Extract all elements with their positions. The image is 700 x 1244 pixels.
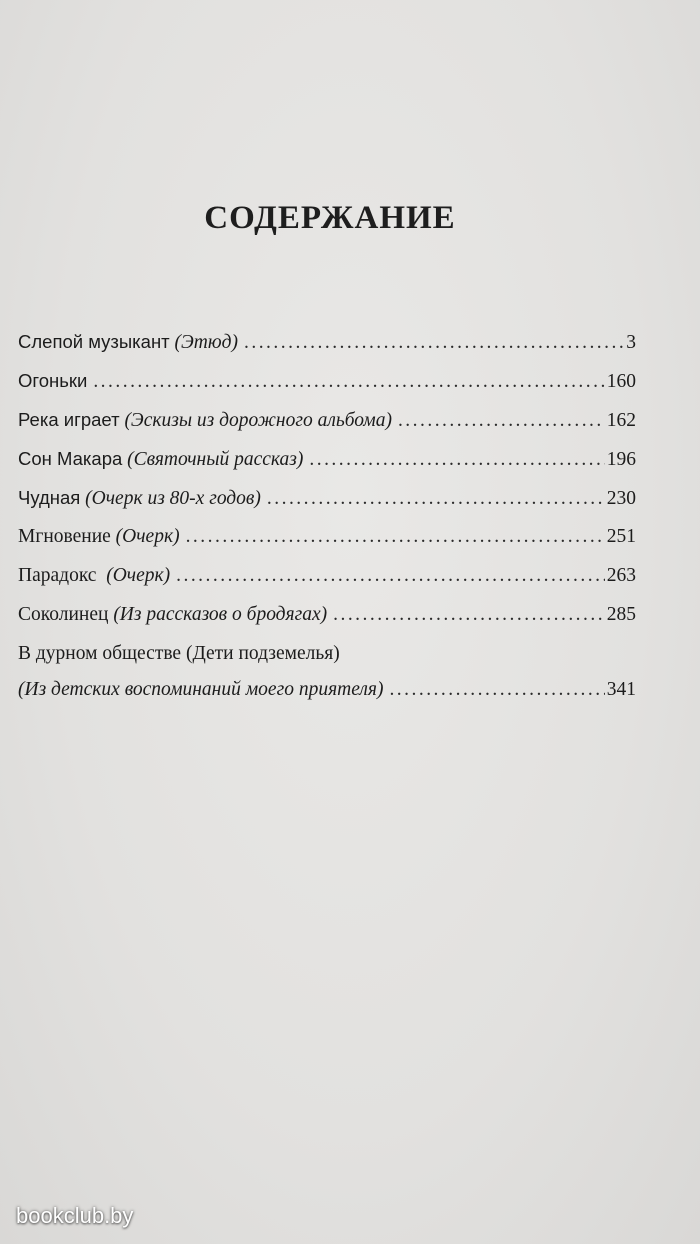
entry-subtitle: (Из рассказов о бродягах) — [113, 604, 328, 625]
leader-dots — [398, 410, 605, 432]
entry-title: Мгновение — [18, 526, 111, 547]
entry-subtitle: (Очерк) — [115, 526, 180, 547]
leader-dots — [244, 332, 624, 354]
entry-subtitle: (Святочный рассказ) — [127, 449, 304, 470]
entry-page-number: 285 — [606, 604, 636, 625]
toc-entry — [18, 526, 636, 565]
leader-dots — [93, 371, 604, 393]
toc-entry — [18, 487, 636, 526]
toc-entry — [18, 409, 636, 448]
table-of-contents — [18, 331, 636, 718]
entry-page-number: 196 — [606, 449, 636, 470]
toc-entry — [18, 448, 636, 487]
leader-dots — [309, 449, 604, 471]
leader-dots — [186, 526, 605, 548]
entry-title: В дурном обществе (Дети подземелья) — [18, 643, 340, 664]
toc-entry — [18, 370, 636, 409]
toc-entry — [18, 331, 636, 370]
entry-subtitle: (Очерк) — [106, 565, 171, 586]
entry-subtitle: (Из детских воспоминаний моего приятеля) — [18, 679, 384, 700]
entry-page-number: 230 — [606, 488, 636, 509]
leader-dots — [333, 604, 605, 626]
toc-entry — [18, 565, 636, 604]
entry-title: Парадокс — [18, 565, 97, 586]
entry-page-number: 263 — [606, 565, 636, 586]
page-title: СОДЕРЖАНИЕ — [204, 200, 456, 236]
entry-page-number: 341 — [606, 679, 636, 700]
leader-dots — [389, 679, 604, 701]
entry-title: Река играет — [18, 409, 120, 430]
toc-entry — [18, 679, 636, 718]
leader-dots — [176, 565, 605, 587]
entry-page-number: 160 — [606, 371, 636, 392]
entry-title: Слепой музыкант — [18, 331, 170, 352]
leader-dots — [267, 488, 605, 510]
entry-title: Чудная — [18, 487, 81, 508]
entry-subtitle: (Этюд) — [174, 332, 238, 353]
toc-entry — [18, 604, 636, 643]
entry-subtitle: (Эскизы из дорожного альбома) — [124, 410, 392, 431]
entry-page-number: 162 — [606, 410, 636, 431]
entry-title: Соколинец — [18, 604, 109, 625]
entry-title: Огоньки — [18, 370, 88, 391]
site-watermark: bookclub.by — [16, 1203, 134, 1228]
entry-title: Сон Макара — [18, 448, 123, 469]
entry-page-number: 3 — [626, 332, 636, 353]
toc-entry — [18, 643, 636, 679]
entry-subtitle: (Очерк из 80-х годов) — [85, 488, 261, 509]
entry-page-number: 251 — [606, 526, 636, 547]
